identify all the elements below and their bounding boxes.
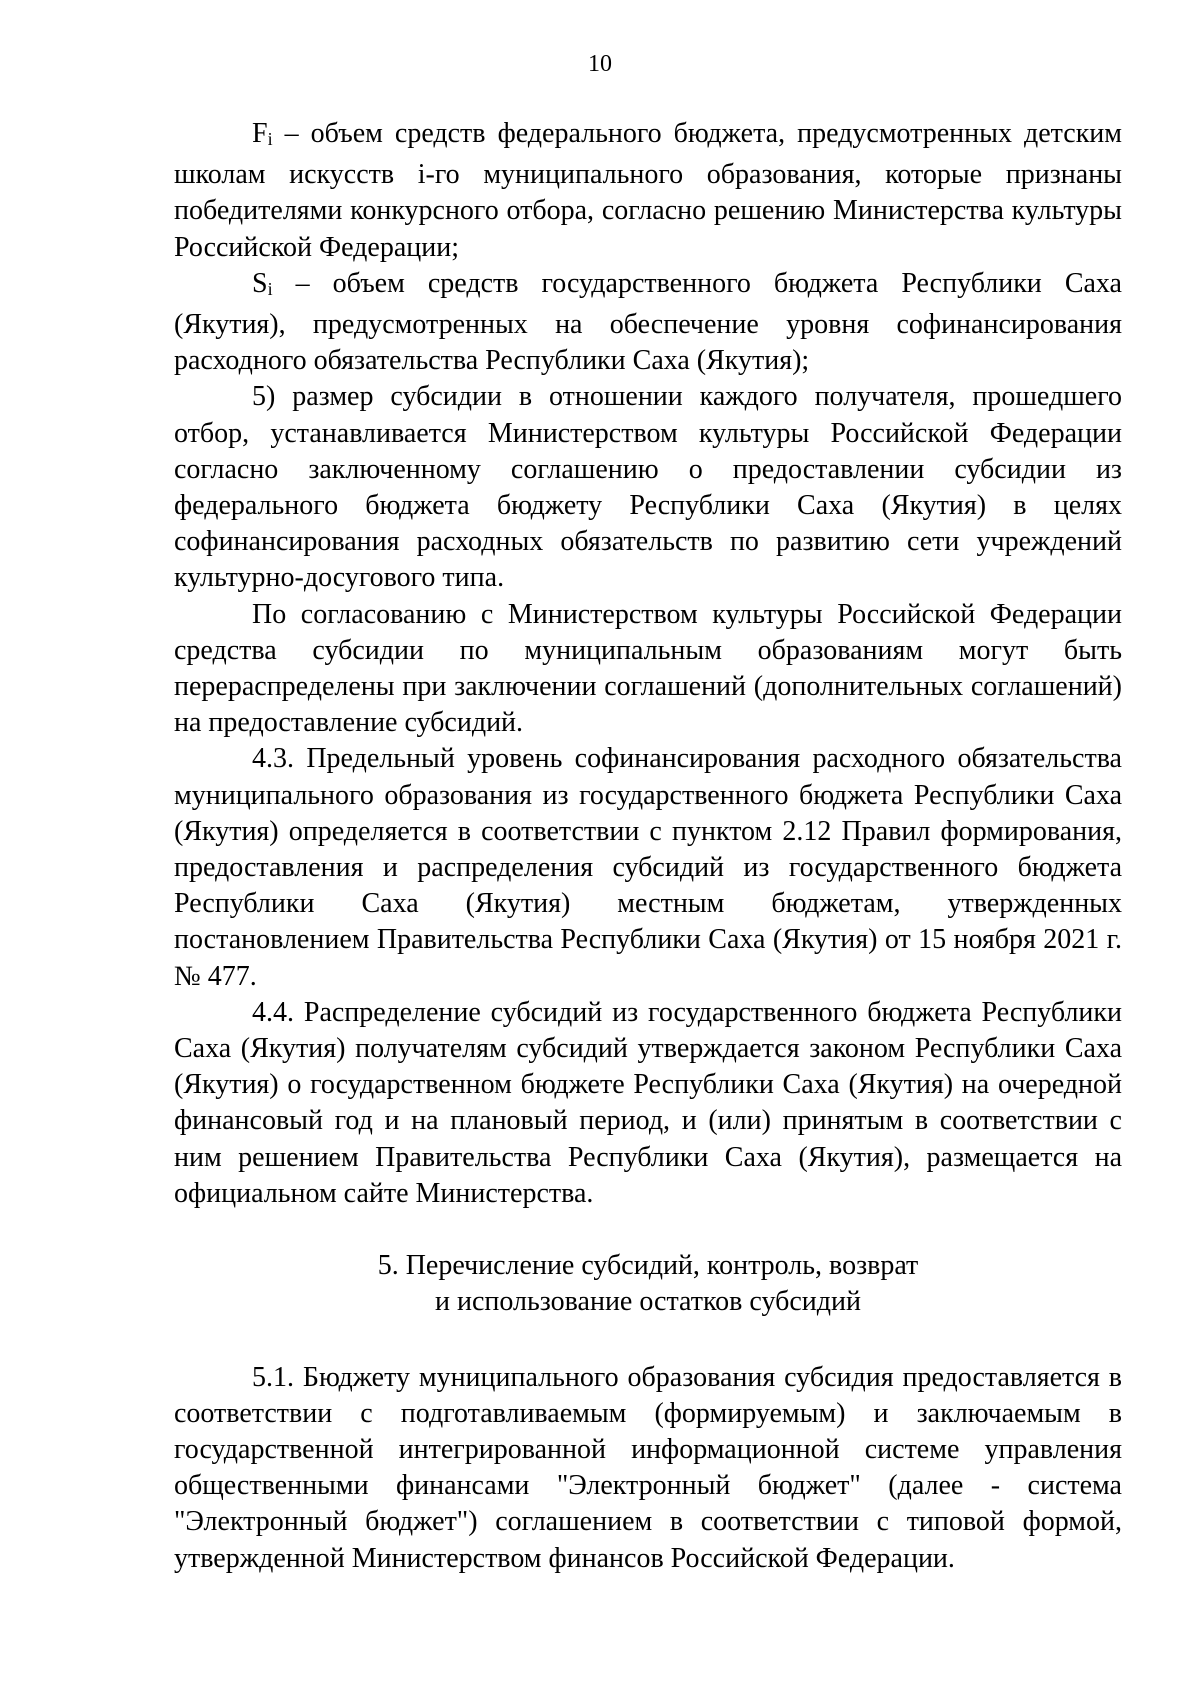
document-body — [174, 116, 1122, 1577]
subscript-i: i — [267, 129, 273, 149]
paragraph-si-definition — [174, 266, 1122, 380]
paragraph-4-4: 4.4. Распределение субсидий из государственного бюджета Республики Саха (Якутия) получателям субсидий утверждается законом Республики Саха (Якутия) о государственном бюджете Республики Саха (Якутия) на очередной финансовый год и на плановый период, и (или) принятым в соответствии с ним решением Правительства Республики Саха (Якутия), размещается на официальном сайте Министерства. — [174, 996, 1122, 1209]
paragraph-fi-definition — [174, 116, 1122, 266]
section-heading-line-1: 5. Перечисление субсидий, контроль, возврат — [377, 1250, 919, 1282]
paragraph-item-5: 5) размер субсидии в отношении каждого получателя, прошедшего отбор, устанавливается Министерством культуры Российской Федерации согласно заключенному соглашению о предоставлении субсидии из федерального бюджета бюджету Республики Саха (Якутия) в целях софинансирования расходных обязательств по развитию сети учреждений культурно-досугового типа. — [174, 381, 1122, 594]
paragraph-text: – объем средств государственного бюджета Республики Саха (Якутия), предусмотренных на обеспечение уровня софинансирования расходного обязательства Республики Саха (Якутия); — [174, 267, 1122, 377]
section-heading — [174, 1248, 1122, 1320]
symbol-f: F — [252, 118, 268, 149]
paragraph-4-3: 4.3. Предельный уровень софинансирования расходного обязательства муниципального образования из государственного бюджета Республики Саха (Якутия) определяется в соответствии с пунктом 2.12 Правил формирования, предоставления и распределения субсидий из государственного бюджета Республики Саха (Якутия) местным бюджетам, утвержденных постановлением Правительства Республики Саха (Якутия) от 15 ноября 2021 г. № 477. — [174, 743, 1122, 992]
symbol-s: S — [252, 267, 268, 299]
paragraph-5-1: 5.1. Бюджету муниципального образования субсидия предоставляется в соответствии с подготавливаемым (формируемым) и заключаемым в государственной интегрированной информационной системе управления общественными финансами "Электронный бюджет" (далее - система "Электронный бюджет") соглашением в соответствии с типовой формой, утвержденной Министерством финансов Российской Федерации. — [174, 1361, 1122, 1574]
page-number: 10 — [588, 51, 612, 77]
subscript-i: i — [267, 278, 273, 299]
paragraph-text: – объем средств федерального бюджета, предусмотренных детским школам искусств i-го муниципального образования, которые признаны победителями конкурсного отбора, согласно решению Министерства культуры Российской Федерации; — [174, 118, 1122, 263]
section-heading-line-2: и использование остатков субсидий — [435, 1286, 861, 1318]
paragraph-redistribution: По согласованию с Министерством культуры Российской Федерации средства субсидии по муниципальным образованиям могут быть перераспределены при заключении соглашений (дополнительных соглашений) на предоставление субсидий. — [174, 598, 1122, 739]
